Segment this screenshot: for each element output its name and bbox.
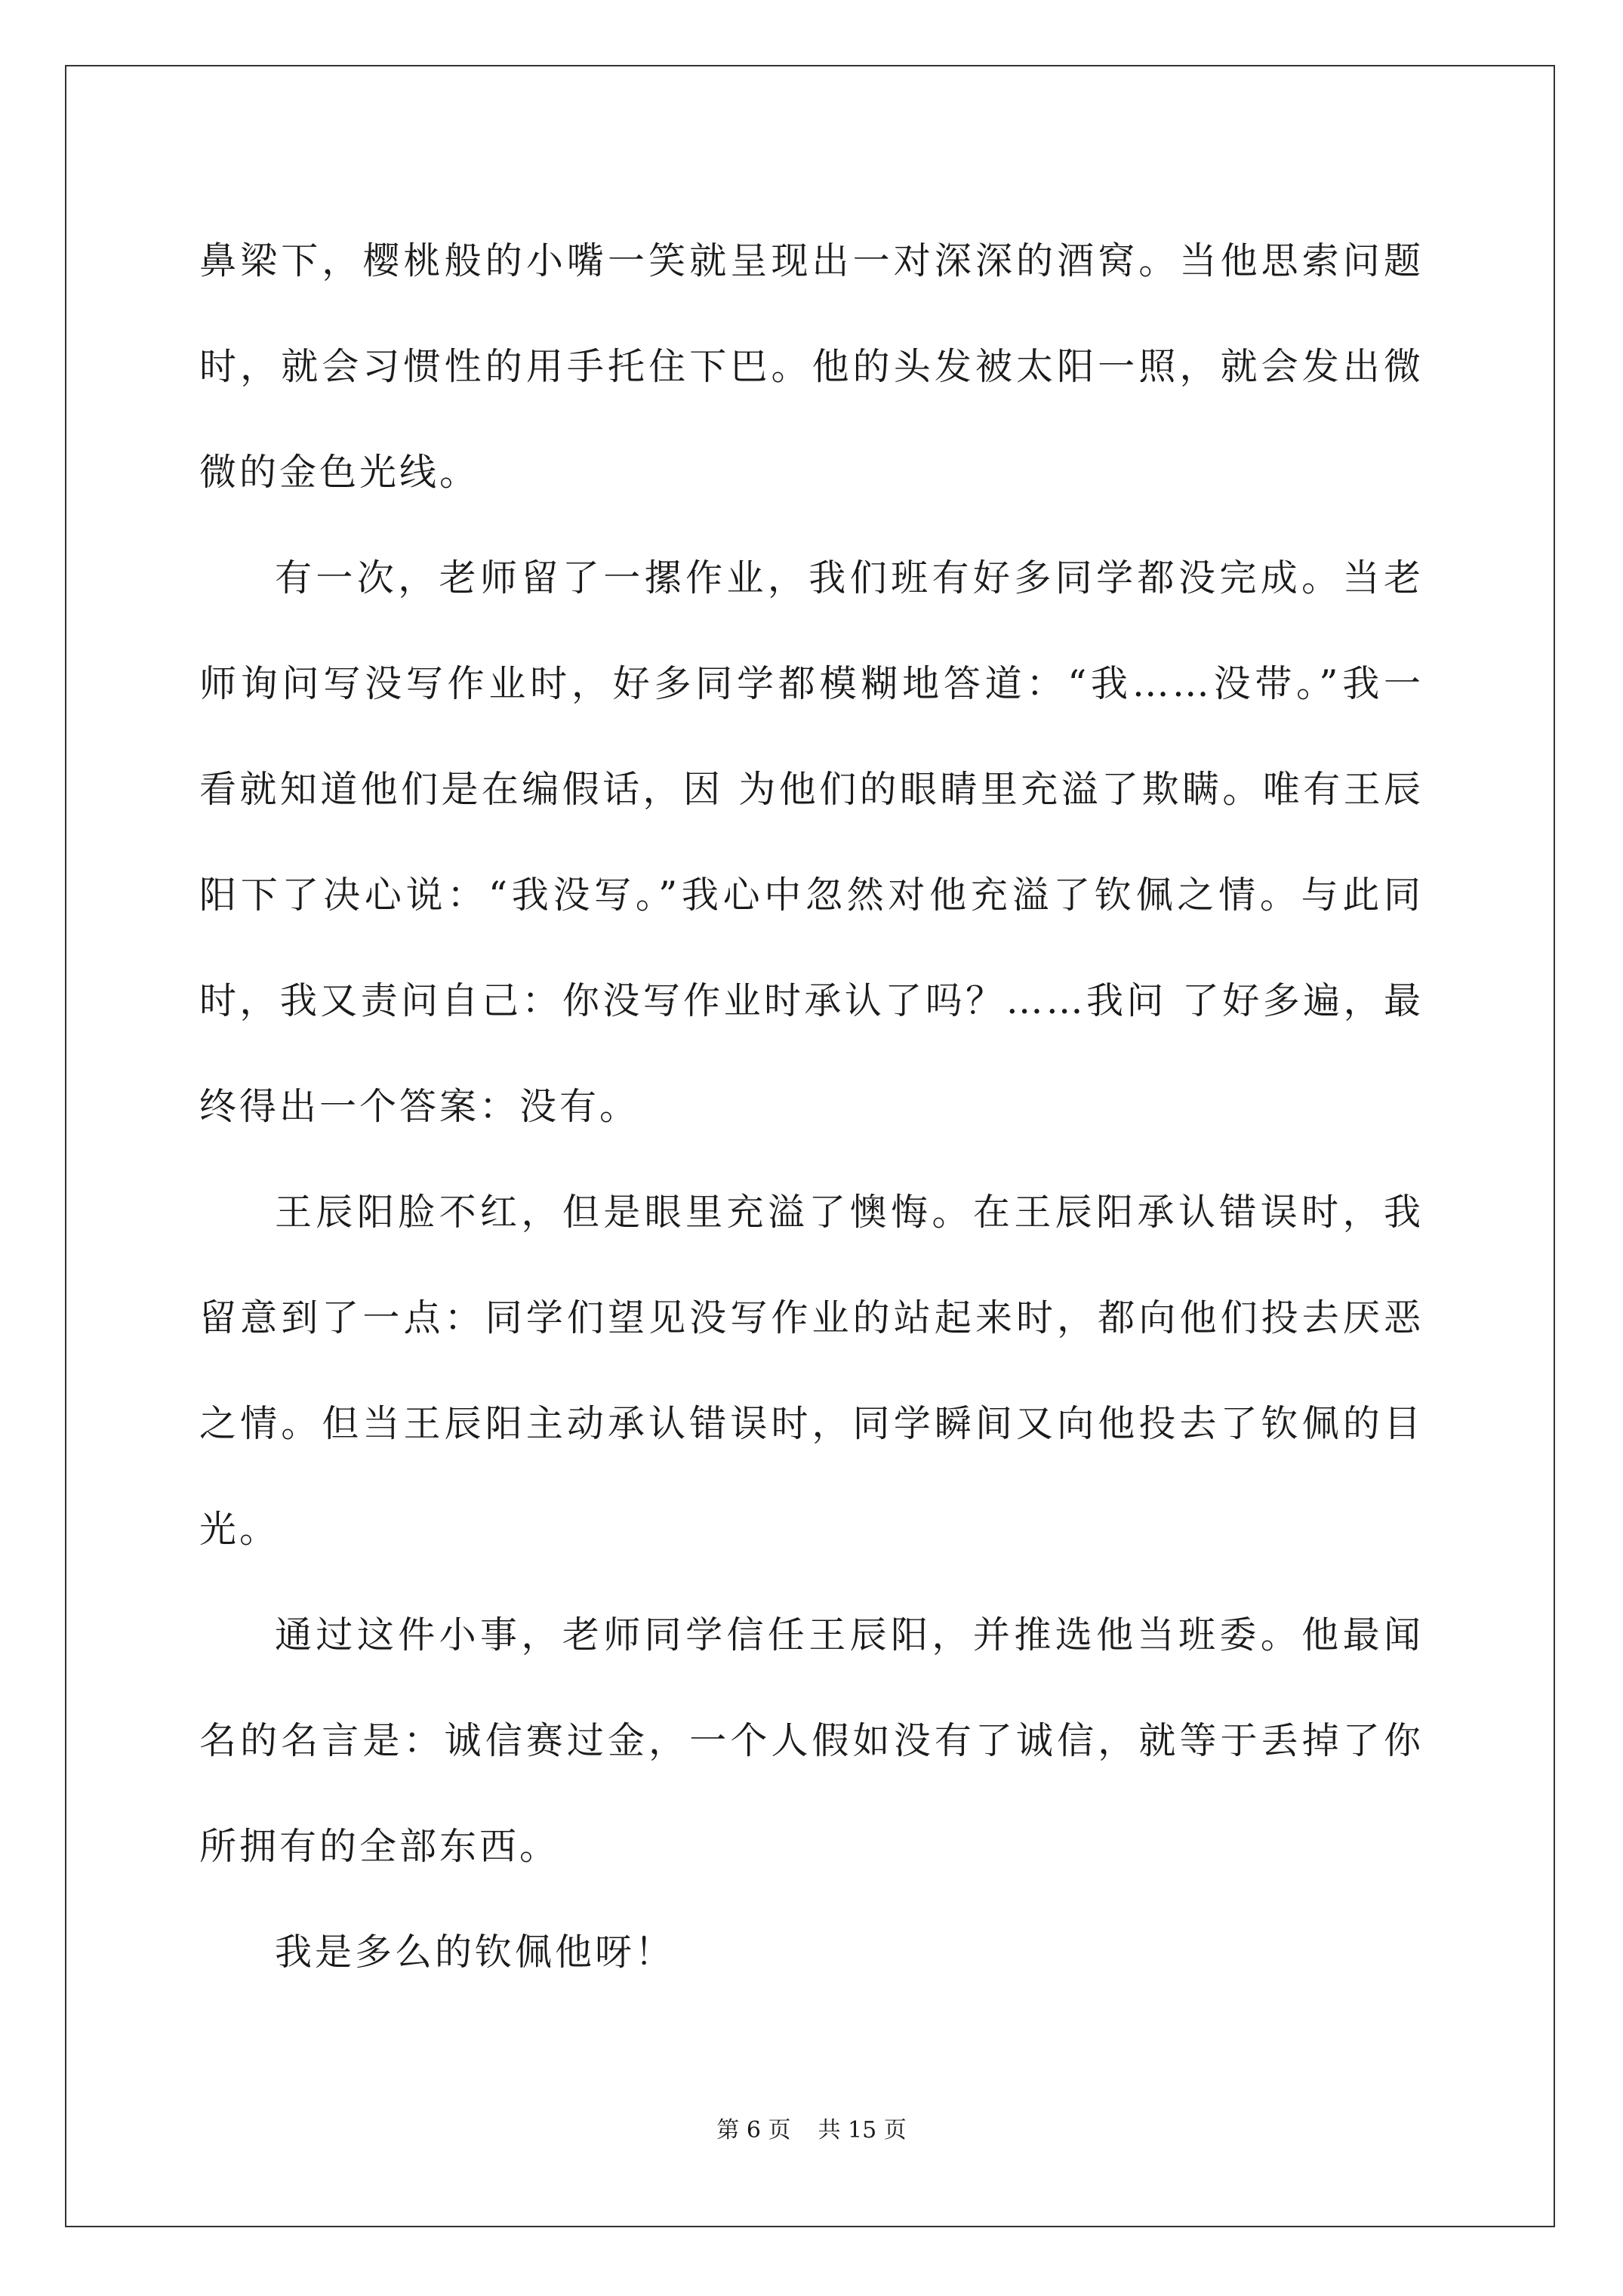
page-number: 第 6 页 [716,2117,791,2143]
paragraph-continuation: 鼻梁下，樱桃般的小嘴一笑就呈现出一对深深的酒窝。当他思索问题时，就会习惯性的用手托住下巴。他的头发被太阳一照，就会发出微微的金色光线。 [199,239,1424,494]
page-total: 共 15 页 [818,2117,907,2143]
document-body [199,208,1424,2005]
paragraph: 王辰阳脸不红，但是眼里充溢了懊悔。在王辰阳承认错误时，我留意到了一点：同学们望见没写作业的站起来时，都向他们投去厌恶之情。但当王辰阳主动承认错误时，同学瞬间又向他投去了钦佩的目光。 [199,1191,1424,1551]
page-footer [0,2111,1623,2144]
paragraph: 我是多么的钦佩他呀！ [275,1931,676,1974]
paragraph: 通过这件小事，老师同学信任王辰阳，并推选他当班委。他最闻名的名言是：诚信赛过金，一个人假如没有了诚信，就等于丢掉了你所拥有的全部东西。 [199,1613,1424,1868]
paragraph: 有一次，老师留了一摞作业，我们班有好多同学都没完成。当老师询问写没写作业时，好多同学都模糊地答道：“我……没带。”我一看就知道他们是在编假话，因 为他们的眼睛里充溢了欺瞒。唯有王辰阳下了决心说：“我没写。”我心中忽然对他充溢了钦佩之情。与此同时，我又责问自己：你没写作业时承认了吗？……我问 了好多遍，最终得出一个答案：没有。 [199,556,1424,1128]
